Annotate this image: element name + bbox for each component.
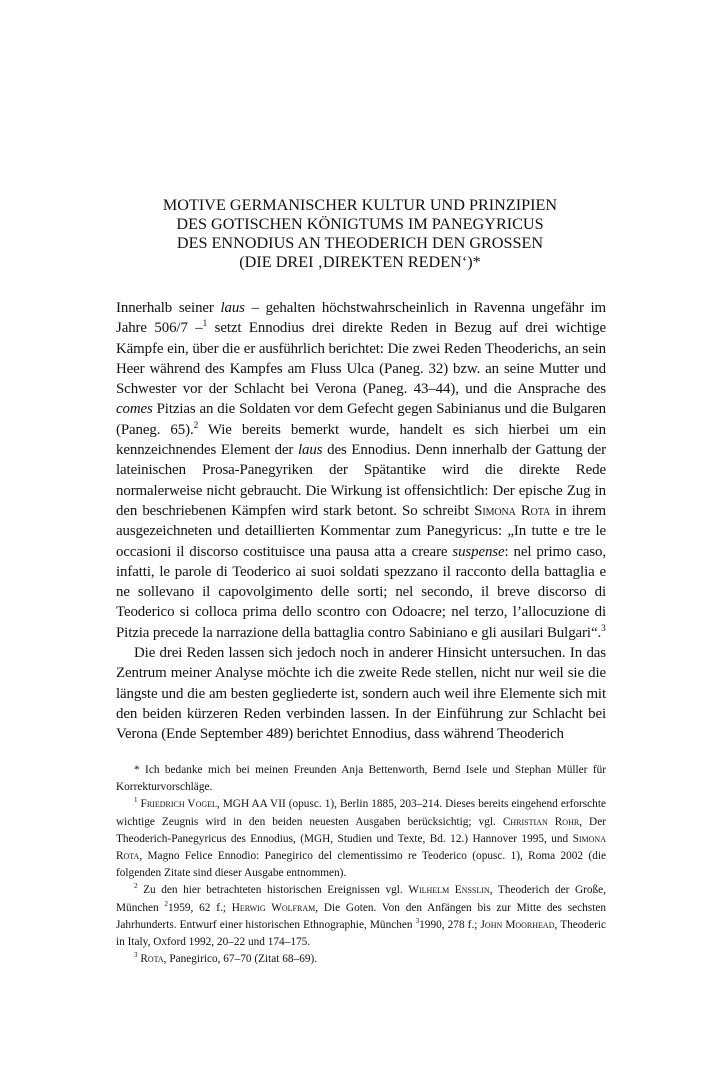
text-run: , Panegirico, 67–70 (Zitat 68–69). — [163, 953, 318, 966]
text-run: , Die Goten. Von den Anfängen bis zur Mitte des sechsten Jahrhunderts. Entwurf einer historischen Ethnographie, München — [116, 901, 606, 931]
footnotes — [116, 762, 606, 968]
text-run: 1990, 278 f.; — [419, 918, 481, 931]
text-run: in ihrem ausgezeichneten und detaillierten Kommentar zum Panegyricus: „In tutte e tre le occasioni il discorso costituisce una pausa atta a creare — [116, 502, 606, 560]
italic-term: laus — [220, 300, 245, 316]
paragraph-1 — [116, 298, 606, 643]
footnote-ref-1[interactable]: 1 — [202, 318, 208, 329]
text-run: , Der Theoderich-Panegyricus des Ennodius, (MGH, Studien und Texte, Bd. 12.) Hannover 1995, und — [116, 815, 606, 845]
footnote-number: 2 — [134, 882, 138, 891]
text-run: des Ennodius. Denn innerhalb der Gattung der lateinischen Prosa-Panegyriken der Spätantike wird die direkte Rede normalerweise nicht gebraucht. Die Wirkung ist offensichtlich: Der epische Zug in den beschriebenen Kämpfen wird stark betont. So schreibt — [116, 442, 606, 519]
text-run: , MGH AA VII (opusc. 1), Berlin 1885, 203–214. Dieses bereits eingehend erforschte wichtige Zeugnis wird in den beiden neuesten Ausgaben berücksichtig; vgl. — [116, 798, 606, 828]
text-run: Innerhalb seiner — [116, 300, 221, 316]
text-run: , Theoderic in Italy, Oxford 1992, 20–22 und 174–175. — [116, 918, 607, 949]
author-name: Christian Rohr — [502, 815, 580, 828]
article-title — [110, 196, 610, 272]
text-run: 1959, 62 f.; — [167, 901, 232, 914]
footnote-star: * Ich bedanke mich bei meinen Freunden Anja Bettenworth, Bernd Isele und Stephan Müller für Korrekturvorschläge. — [116, 764, 606, 794]
text-run: – gehalten höchstwahrscheinlich in Ravenna ungefähr im Jahre 506/7 – — [116, 300, 606, 337]
author-name: John Moorhead — [480, 918, 555, 931]
title-line-2: DES GOTISCHEN KÖNIGTUMS IM PANEGYRICUS — [176, 215, 544, 233]
author-name: Rota — [140, 953, 164, 966]
title-line-1: MOTIVE GERMANISCHER KULTUR UND PRINZIPIEN — [162, 196, 558, 214]
footnote-number: 1 — [134, 796, 138, 805]
italic-term: suspense — [452, 543, 505, 560]
author-name: Herwig Wolfram — [231, 901, 316, 914]
paragraph-2: Die drei Reden lassen sich jedoch noch in anderer Hinsicht untersuchen. In das Zentrum meiner Analyse möchte ich die zweite Rede stellen, nicht nur weil sie die längste und die am besten gegliederte ist, sondern auch weil ihre Elemente sich mit den beiden kürzeren Reden verbinden lassen. In der Einführung zur Schlacht bei Verona (Ende September 489) berichtet Ennodius, dass während Theoderich — [116, 645, 606, 743]
text-run: , Magno Felice Ennodio: Panegirico del clementissimo re Teoderico (opusc. 1), Roma 2002 (die folgenden Zitate sind dieser Ausgabe entnommen). — [116, 850, 606, 880]
footnote-ref-2[interactable]: 2 — [193, 419, 199, 430]
author-name: Friedrich Vogel — [140, 798, 217, 811]
title-line-4: (DIE DREI ‚DIREKTEN REDEN‘)* — [239, 253, 481, 271]
footnote-number: 3 — [134, 951, 138, 960]
text-run: Pitzias an die Soldaten vor dem Gefecht gegen Sabinianus und die Bulgaren (Paneg. 65). — [116, 401, 606, 438]
footnote-ref-3[interactable]: 3 — [601, 622, 606, 633]
edition-number: 2 — [164, 899, 168, 908]
text-run: Zu den hier betrachteten historischen Ereignissen vgl. — [137, 884, 409, 897]
author-name: Simona Rota — [474, 502, 551, 519]
author-name: Simona Rota — [116, 832, 606, 863]
footnote-1 — [116, 796, 606, 882]
edition-number: 3 — [415, 917, 420, 926]
footnote-2 — [116, 882, 606, 951]
text-run: Wie bereits bemerkt wurde, handelt es sich hierbei um ein kennzeichnendes Element der — [116, 421, 606, 459]
italic-term: comes — [116, 401, 153, 418]
main-text — [116, 298, 606, 745]
text-run: setzt Ennodius drei direkte Reden in Bezug auf drei wichtige Kämpfe ein, über die er ausführlich berichtet: Die zwei Reden Theoderichs, an sein Heer während des Kampfes am Fluss Ulca (Paneg. 32) bzw. an seine Mutter und Schwester vor der Schlacht bei Verona (Paneg. 43–44), und die Ansprache des — [116, 320, 606, 398]
title-line-3: DES ENNODIUS AN THEODERICH DEN GROSSEN — [176, 234, 544, 252]
text-run: : nel primo caso, infatti, le parole di Teoderico ai suoi soldati spezzano il racconto della battaglia e ne sollevano il capovolgimento delle sorti; nel secondo, il breve discorso di Teoderico si colloca prima dello scontro con Odoacre; nel terzo, l’allocuzione di Pitzia precede la narrazione della battaglia contro Sabiniano e gli ausilari Bulgari“. — [116, 543, 606, 641]
author-name: Wilhelm Ensslin — [408, 884, 490, 897]
footnote-3 — [116, 951, 606, 968]
text-run: , Theoderich der Große, München — [116, 884, 607, 914]
italic-term: laus — [298, 442, 323, 459]
